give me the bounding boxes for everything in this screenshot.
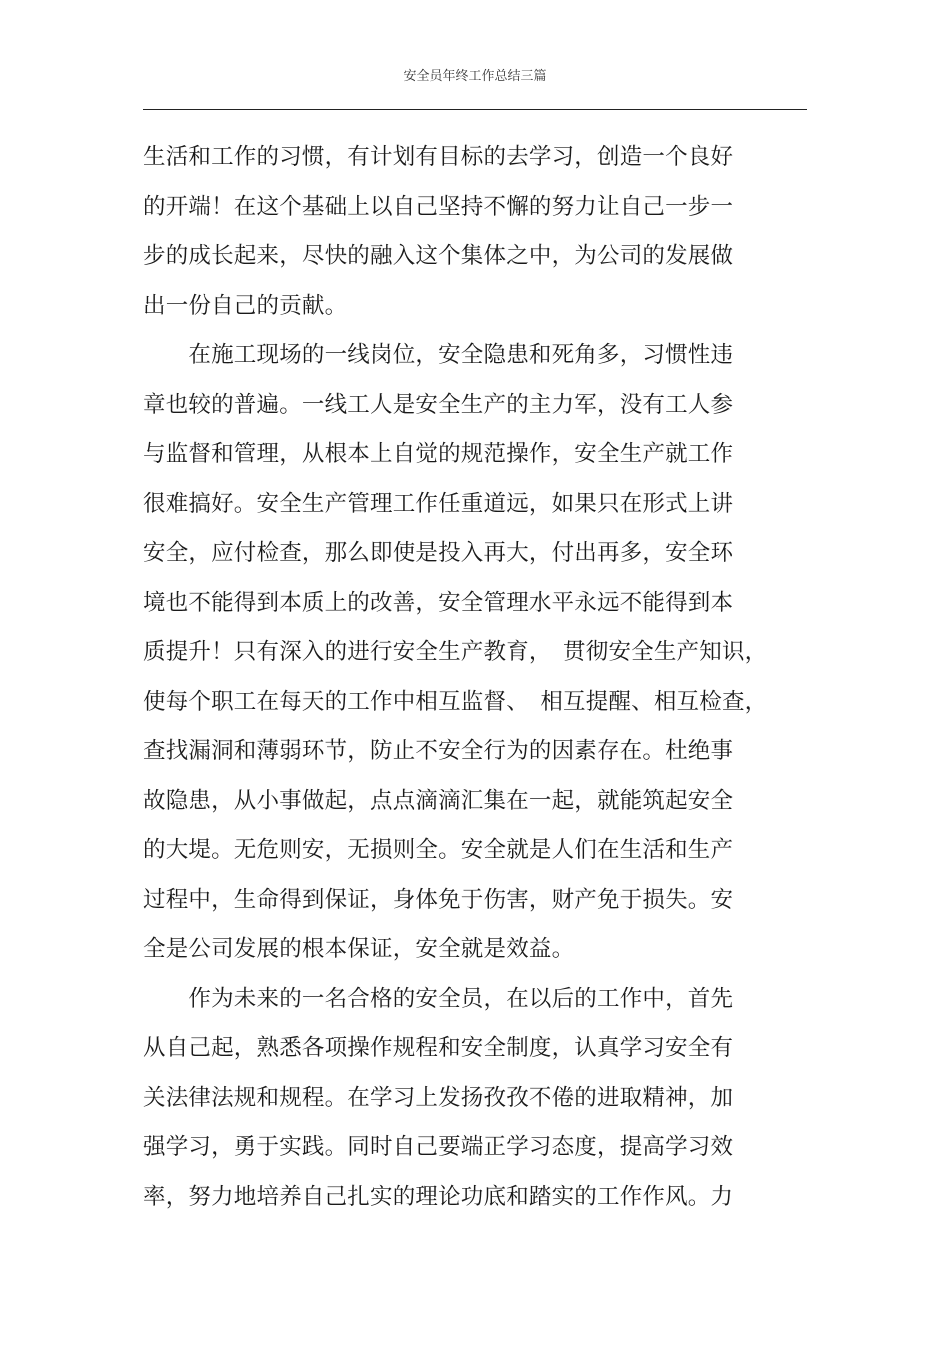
document-body [143, 133, 813, 1222]
text-line: 故隐患，从小事做起，点点滴滴汇集在一起，就能筑起安全 [143, 787, 734, 814]
text-line: 章也较的普遍。一线工人是安全生产的主力军，没有工人参 [143, 391, 734, 418]
text-line: 从自己起，熟悉各项操作规程和安全制度，认真学习安全有 [143, 1035, 734, 1061]
text-line: 的大堤。无危则安，无损则全。安全就是人们在生活和生产 [143, 837, 734, 863]
text-line: 使每个职工在每天的工作中相互监督、 相互提醒、相互检查， [143, 688, 768, 715]
header-divider [143, 109, 807, 110]
text-line: 境也不能得到本质上的改善，安全管理水平永远不能得到本 [143, 589, 734, 616]
text-line: 生活和工作的习惯，有计划有目标的去学习，创造一个良好 [143, 144, 734, 170]
text-line: 安全，应付检查，那么即使是投入再大，付出再多，安全环 [143, 540, 734, 566]
text-line: 步的成长起来，尽快的融入这个集体之中，为公司的发展做 [143, 243, 734, 269]
text-line: 关法律法规和规程。在学习上发扬孜孜不倦的进取精神，加 [143, 1084, 734, 1111]
page-header-title: 安全员年终工作总结三篇 [403, 69, 547, 84]
text-line: 率，努力地培养自己扎实的理论功底和踏实的工作作风。力 [143, 1183, 734, 1210]
text-line: 与监督和管理，从根本上自觉的规范操作，安全生产就工作 [143, 441, 734, 467]
text-line: 过程中，生命得到保证，身体免于伤害，财产免于损失。安 [143, 886, 734, 913]
text-line: 全是公司发展的根本保证，安全就是效益。 [143, 936, 575, 962]
text-line: 质提升！只有深入的进行安全生产教育， 贯彻安全生产知识， [143, 639, 768, 665]
text-line: 作为未来的一名合格的安全员，在以后的工作中，首先 [143, 985, 734, 1012]
text-line: 的开端！在这个基础上以自己坚持不懈的努力让自己一步一 [143, 193, 734, 220]
text-line: 查找漏洞和薄弱环节，防止不安全行为的因素存在。杜绝事 [143, 738, 734, 764]
text-line: 出一份自己的贡献。 [143, 292, 348, 319]
text-line: 强学习，勇于实践。同时自己要端正学习态度，提高学习效 [143, 1134, 734, 1160]
text-line: 很难搞好。安全生产管理工作任重道远，如果只在形式上讲 [143, 490, 734, 517]
text-line: 在施工现场的一线岗位，安全隐患和死角多，习惯性违 [143, 342, 734, 368]
